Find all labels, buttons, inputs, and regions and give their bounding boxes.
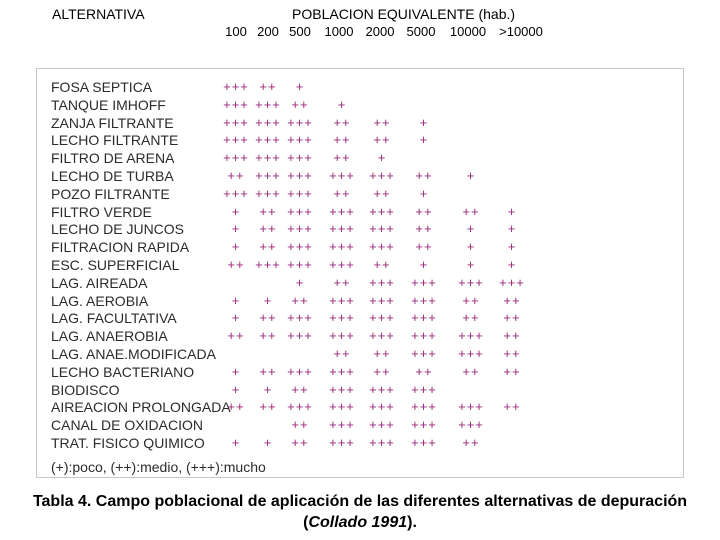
- suitability-cell: +: [337, 96, 347, 112]
- suitability-cell: +++: [287, 168, 313, 183]
- alternative-name: TANQUE IMHOFF: [51, 96, 166, 113]
- suitability-cell: ++: [503, 363, 521, 379]
- suitability-cell: +++: [255, 168, 281, 183]
- suitability-cell: +++: [369, 381, 395, 397]
- alternative-name: LAG. AIREADA: [51, 274, 148, 291]
- table-row: [0, 364, 720, 381]
- suitability-cell: +++: [255, 114, 281, 130]
- suitability-cell: ++: [462, 292, 480, 308]
- table-row: [0, 79, 720, 96]
- suitability-cell: +++: [369, 274, 395, 290]
- suitability-cell: +++: [329, 221, 355, 237]
- suitability-cell: +++: [287, 185, 313, 201]
- legend-text: (+):poco, (++):medio, (+++):mucho: [51, 459, 266, 475]
- suitability-cell: +++: [329, 381, 355, 397]
- suitability-cell: +++: [255, 185, 281, 201]
- suitability-cell: ++: [291, 381, 309, 397]
- suitability-cell: ++: [333, 150, 351, 166]
- suitability-cell: ++: [415, 239, 433, 255]
- suitability-cell: ++: [503, 292, 521, 308]
- alternative-name: LECHO DE TURBA: [51, 168, 174, 184]
- caption-close: ).: [407, 514, 417, 531]
- alternative-name: AIREACION PROLONGADA: [51, 399, 231, 416]
- suitability-cell: +++: [499, 274, 525, 290]
- suitability-cell: ++: [373, 363, 391, 379]
- alternative-name: FILTRO DE ARENA: [51, 150, 175, 167]
- suitability-cell: +++: [411, 292, 437, 308]
- population-value: 200: [257, 24, 279, 39]
- alternative-name: LECHO BACTERIANO: [51, 363, 195, 380]
- table-row: [0, 310, 720, 327]
- suitability-cell: ++: [373, 114, 391, 130]
- suitability-cell: ++: [503, 328, 521, 344]
- suitability-cell: ++: [333, 274, 351, 290]
- population-column-header: POBLACION EQUIVALENTE (hab.): [292, 6, 516, 22]
- suitability-cell: +++: [329, 292, 355, 308]
- suitability-cell: ++: [259, 79, 277, 94]
- suitability-cell: ++: [227, 399, 245, 415]
- alternative-name: BIODISCO: [51, 381, 120, 398]
- suitability-cell: ++: [462, 435, 480, 450]
- suitability-cell: +++: [223, 185, 249, 201]
- suitability-cell: +++: [411, 310, 437, 326]
- suitability-cell: +++: [369, 399, 395, 415]
- suitability-cell: +: [507, 221, 517, 237]
- suitability-cell: +: [377, 150, 387, 166]
- population-value: 2000: [365, 24, 395, 39]
- suitability-cell: +++: [255, 132, 281, 148]
- suitability-cell: +++: [287, 203, 313, 219]
- table-row: [0, 221, 720, 238]
- table-row: [0, 257, 720, 274]
- suitability-cell: +++: [458, 417, 484, 433]
- suitability-cell: ++: [373, 346, 391, 361]
- suitability-cell: ++: [462, 203, 480, 219]
- population-value: 5000: [406, 24, 436, 39]
- suitability-cell: +++: [287, 239, 313, 255]
- suitability-cell: ++: [259, 203, 277, 219]
- table-row: [0, 275, 720, 292]
- table-row: [0, 239, 720, 256]
- suitability-cell: +++: [255, 257, 281, 272]
- suitability-cell: +++: [223, 150, 249, 166]
- suitability-cell: +++: [329, 399, 355, 415]
- caption-text: Tabla 4. Campo poblacional de aplicación de las diferentes alternativas de depuración (: [32, 493, 688, 531]
- suitability-cell: +++: [287, 150, 313, 166]
- alternative-name: LECHO DE JUNCOS: [51, 221, 185, 238]
- caption-citation: Collado 1991: [308, 514, 408, 531]
- suitability-cell: +++: [223, 79, 249, 94]
- suitability-cell: ++: [503, 399, 521, 415]
- table-row: [0, 417, 720, 434]
- alternative-name: LAG. ANAE.MODIFICADA: [51, 346, 216, 362]
- suitability-cell: +++: [287, 310, 313, 326]
- suitability-cell: ++: [259, 239, 277, 255]
- table-row: [0, 150, 720, 167]
- suitability-cell: +++: [287, 328, 313, 344]
- suitability-cell: +++: [329, 310, 355, 326]
- suitability-cell: +: [507, 239, 517, 255]
- table-row: [0, 132, 720, 149]
- alternative-name: CANAL DE OXIDACION: [51, 417, 203, 434]
- suitability-cell: +: [466, 239, 476, 255]
- suitability-cell: +++: [255, 96, 281, 112]
- suitability-cell: +++: [369, 292, 395, 308]
- suitability-cell: ++: [227, 168, 245, 183]
- suitability-cell: ++: [333, 114, 351, 130]
- suitability-cell: +: [231, 310, 241, 326]
- alternative-name: LAG. AEROBIA: [51, 292, 149, 309]
- alternative-name: FILTRACION RAPIDA: [51, 239, 190, 256]
- suitability-cell: ++: [227, 328, 245, 344]
- suitability-cell: ++: [259, 310, 277, 326]
- suitability-cell: +++: [329, 435, 355, 450]
- suitability-cell: ++: [415, 203, 433, 219]
- suitability-cell: +: [466, 168, 476, 183]
- suitability-cell: ++: [291, 417, 309, 433]
- alternative-name: TRAT. FISICO QUIMICO: [51, 435, 205, 451]
- suitability-cell: ++: [259, 328, 277, 344]
- suitability-cell: +++: [369, 417, 395, 433]
- table-row: [0, 346, 720, 363]
- suitability-cell: +: [263, 292, 273, 308]
- suitability-cell: +++: [329, 203, 355, 219]
- suitability-cell: +++: [411, 435, 437, 450]
- suitability-cell: +++: [369, 203, 395, 219]
- suitability-cell: ++: [227, 257, 245, 272]
- alternative-name: LECHO FILTRANTE: [51, 132, 179, 149]
- population-value: 10000: [449, 24, 487, 39]
- suitability-cell: +++: [369, 221, 395, 237]
- suitability-cell: +++: [411, 399, 437, 415]
- suitability-cell: ++: [259, 399, 277, 415]
- suitability-cell: +: [466, 257, 476, 272]
- suitability-cell: +: [295, 79, 305, 94]
- table-row: [0, 328, 720, 345]
- table-row: [0, 382, 720, 399]
- suitability-cell: +++: [223, 96, 249, 112]
- suitability-cell: +++: [369, 239, 395, 255]
- suitability-cell: +++: [458, 274, 484, 290]
- table-row: [0, 115, 720, 132]
- suitability-cell: ++: [259, 363, 277, 379]
- suitability-cell: ++: [373, 185, 391, 201]
- suitability-cell: +: [419, 185, 429, 201]
- suitability-cell: +: [295, 274, 305, 290]
- suitability-cell: +++: [287, 114, 313, 130]
- suitability-cell: +++: [369, 310, 395, 326]
- alternative-name: ZANJA FILTRANTE: [51, 114, 174, 131]
- table-row: [0, 186, 720, 203]
- suitability-cell: +++: [223, 114, 249, 130]
- table-row: [0, 293, 720, 310]
- table-row: [0, 168, 720, 185]
- suitability-cell: +++: [369, 435, 395, 450]
- table-row: [0, 204, 720, 221]
- suitability-cell: +: [231, 203, 241, 219]
- suitability-cell: +++: [458, 399, 484, 415]
- suitability-cell: +++: [411, 328, 437, 344]
- suitability-cell: +++: [329, 417, 355, 433]
- suitability-cell: +: [419, 114, 429, 130]
- suitability-cell: ++: [503, 310, 521, 326]
- suitability-cell: +++: [287, 363, 313, 379]
- suitability-cell: +: [231, 363, 241, 379]
- suitability-cell: ++: [373, 132, 391, 148]
- population-value: 1000: [324, 24, 354, 39]
- alternative-column-header: ALTERNATIVA: [52, 6, 145, 22]
- suitability-cell: +++: [287, 399, 313, 415]
- alternative-name: FOSA SEPTICA: [51, 79, 153, 95]
- suitability-cell: +++: [411, 346, 437, 361]
- suitability-cell: ++: [291, 435, 309, 450]
- suitability-cell: +++: [329, 168, 355, 183]
- suitability-cell: +: [231, 292, 241, 308]
- suitability-cell: +++: [223, 132, 249, 148]
- population-value: >10000: [499, 24, 543, 39]
- suitability-cell: +: [231, 435, 241, 450]
- suitability-cell: ++: [291, 96, 309, 112]
- suitability-cell: +: [263, 435, 273, 450]
- suitability-cell: ++: [373, 257, 391, 272]
- suitability-cell: +++: [255, 150, 281, 166]
- suitability-cell: ++: [333, 346, 351, 361]
- suitability-cell: ++: [462, 363, 480, 379]
- suitability-cell: +: [507, 203, 517, 219]
- alternative-name: LAG. FACULTATIVA: [51, 310, 177, 327]
- suitability-cell: +++: [411, 417, 437, 433]
- suitability-cell: +: [507, 257, 517, 272]
- table-row: [0, 97, 720, 114]
- suitability-cell: +++: [329, 239, 355, 255]
- suitability-cell: +: [466, 221, 476, 237]
- suitability-cell: ++: [291, 292, 309, 308]
- suitability-cell: +: [263, 381, 273, 397]
- suitability-cell: ++: [259, 221, 277, 237]
- alternative-name: ESC. SUPERFICIAL: [51, 257, 180, 273]
- suitability-cell: ++: [415, 168, 433, 183]
- suitability-cell: +++: [458, 346, 484, 361]
- suitability-cell: +: [231, 381, 241, 397]
- suitability-cell: +++: [329, 363, 355, 379]
- suitability-cell: +++: [329, 257, 355, 272]
- suitability-cell: ++: [333, 185, 351, 201]
- population-value: 500: [289, 24, 311, 39]
- suitability-cell: +: [419, 132, 429, 148]
- suitability-cell: +++: [287, 257, 313, 272]
- suitability-cell: +++: [369, 328, 395, 344]
- table-row: [0, 435, 720, 452]
- suitability-cell: +: [231, 239, 241, 255]
- suitability-cell: +++: [411, 381, 437, 397]
- alternative-name: POZO FILTRANTE: [51, 185, 170, 202]
- suitability-cell: ++: [415, 363, 433, 379]
- suitability-cell: ++: [462, 310, 480, 326]
- population-values-row: [0, 24, 720, 42]
- suitability-cell: +++: [369, 168, 395, 183]
- suitability-cell: ++: [333, 132, 351, 148]
- suitability-cell: ++: [415, 221, 433, 237]
- table-row: [0, 399, 720, 416]
- suitability-cell: +++: [287, 221, 313, 237]
- suitability-cell: +: [419, 257, 429, 272]
- suitability-cell: +++: [411, 274, 437, 290]
- population-value: 100: [225, 24, 247, 39]
- suitability-cell: +++: [287, 132, 313, 148]
- alternative-name: FILTRO VERDE: [51, 203, 152, 220]
- suitability-cell: ++: [503, 346, 521, 361]
- table-caption: [20, 491, 700, 533]
- alternative-name: LAG. ANAEROBIA: [51, 328, 168, 345]
- suitability-cell: +++: [329, 328, 355, 344]
- suitability-cell: +: [231, 221, 241, 237]
- suitability-cell: +++: [458, 328, 484, 344]
